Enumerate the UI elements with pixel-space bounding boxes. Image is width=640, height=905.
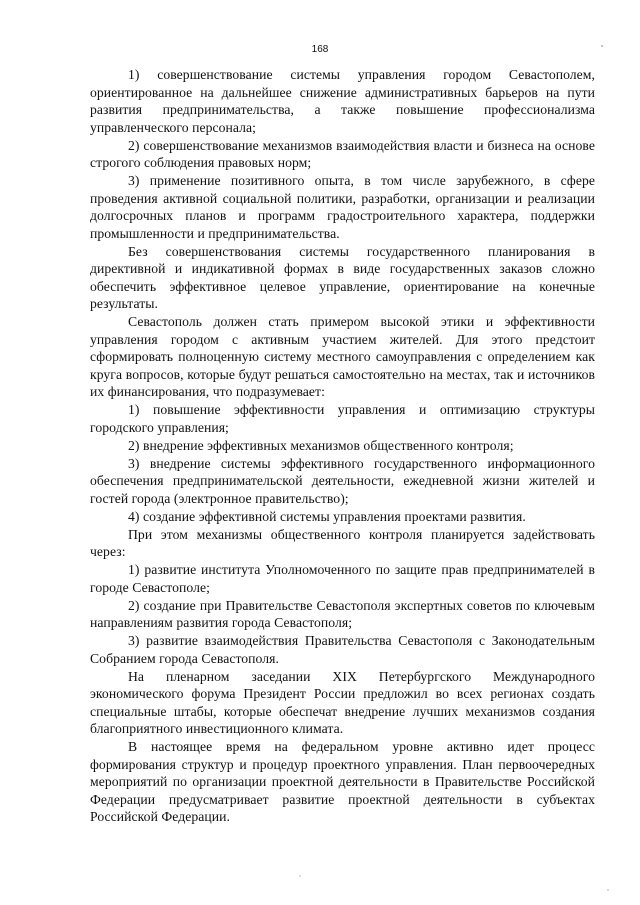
paragraph: На пленарном заседании XIX Петербургского Международного экономического форума Президент России предложил во всех регионах создать специальные штабы, которые обеспечат внедрение лучших механизмов создания благоприятного инвестиционного климата.: [90, 668, 595, 736]
paragraph: 3) внедрение системы эффективного государственного информационного обеспечения предпринимательской деятельности, ежедневной жизни жителей и гостей города (электронное правительство);: [90, 455, 595, 506]
paragraph: В настоящее время на федеральном уровне активно идет процесс формирования структур и процедур проектного управления. План первоочередных мероприятий по организации проектной деятельности в Правительстве Российской Федерации предусматривает развитие проектной деятельности в субъектах Российской Федерации.: [90, 739, 595, 824]
paragraph: 1) совершенствование системы управления городом Севастополем, ориентированное на дальнейшее снижение административных барьеров на пути развития предпринимательства, а также повышение профессионализма управленческого персонала;: [90, 67, 595, 135]
paragraph: 4) создание эффективной системы управления проектами развития.: [128, 508, 526, 524]
paragraph: Севастополь должен стать примером высокой этики и эффективности управления городом с активным участием жителей. Для этого предстоит сформировать полноценную систему местного самоуправления с определением как круга вопросов, которые будут решаться самостоятельно на местах, так и источников их финансирования, что подразумевает:: [90, 314, 595, 399]
paragraph: 2) внедрение эффективных механизмов общественного контроля;: [128, 437, 514, 453]
paragraph: 3) развитие взаимодействия Правительства Севастополя с Законодательным Собранием города Севастополя.: [90, 633, 595, 666]
paragraph: 1) повышение эффективности управления и оптимизацию структуры городского управления;: [90, 402, 595, 435]
page-number: 168: [311, 44, 329, 55]
paragraph: Без совершенствования системы государственного планирования в директивной и индикативной формах в виде государственных заказов сложно обеспечить эффективное целевое управление, ориентирование на конечные результаты.: [90, 243, 595, 311]
paragraph: 2) создание при Правительстве Севастополя экспертных советов по ключевым направлениям развития города Севастополя;: [90, 597, 595, 630]
paragraph: При этом механизмы общественного контроля планируется задействовать через:: [90, 526, 595, 559]
paragraph: 1) развитие института Уполномоченного по защите прав предпринимателей в городе Севастополе;: [90, 562, 595, 595]
paragraph: 3) применение позитивного опыта, в том числе зарубежного, в сфере проведения активной социальной политики, разработки, организации и реализации долгосрочных планов и программ градостроительного характера, поддержки промышленности и предпринимательства.: [90, 173, 595, 241]
paragraph: 2) совершенствование механизмов взаимодействия власти и бизнеса на основе строгого соблюдения правовых норм;: [90, 137, 595, 170]
document-body: [90, 66, 595, 826]
